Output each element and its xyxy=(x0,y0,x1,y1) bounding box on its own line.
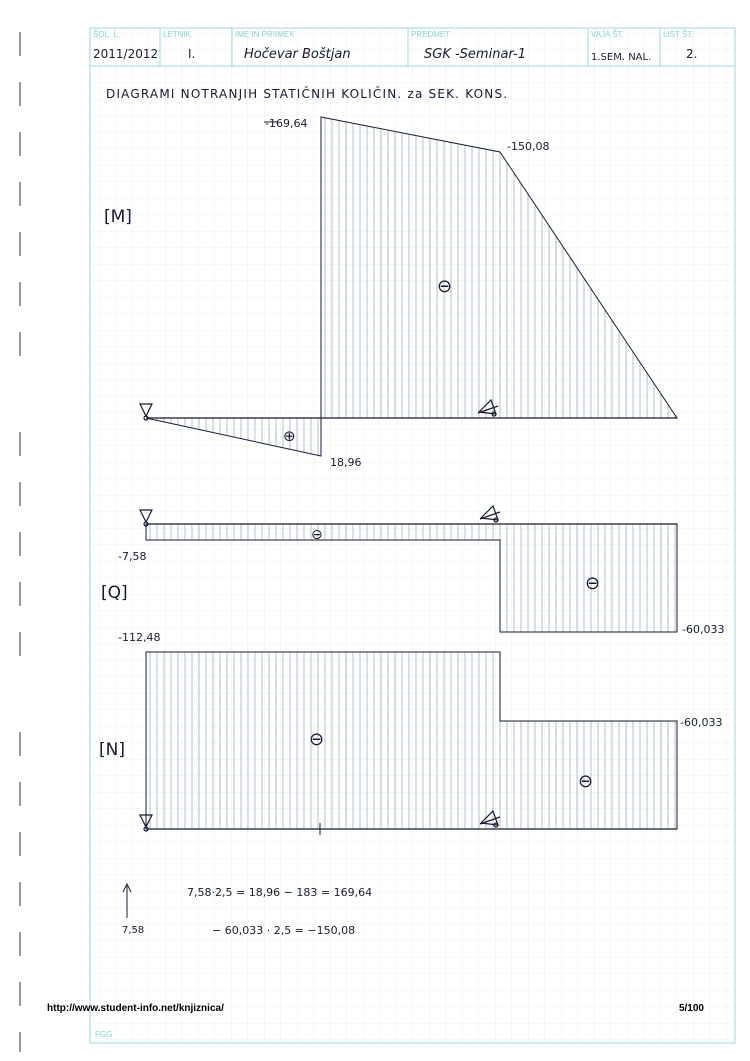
shear-label: [Q] xyxy=(101,583,128,603)
calc-line-1: 7,58·2,5 = 18,96 − 183 = 169,64 xyxy=(187,886,373,899)
header-value-name: Hočevar Boštjan xyxy=(244,47,351,62)
normal-value-left: -112,48 xyxy=(118,631,161,644)
shear-value-right: -60,033 xyxy=(682,623,725,636)
header-label-exercise: VAJA ŠT. xyxy=(591,30,624,39)
moment-value-positive: 18,96 xyxy=(330,456,362,469)
page-title: DIAGRAMI NOTRANJIH STATIČNIH KOLIČIN. za SEK. KONS. xyxy=(106,87,509,101)
calc-arrow-value: 7,58 xyxy=(122,925,145,936)
header-label-year: ŠOL. L. xyxy=(93,30,121,39)
moment-value-max: -169,64 xyxy=(265,117,308,130)
header-value-subject: SGK -Seminar-1 xyxy=(424,47,527,62)
shear-value-left: -7,58 xyxy=(118,550,147,563)
header-label-name: IME IN PRIIMEK xyxy=(235,30,295,39)
moment-value-mid: -150,08 xyxy=(507,140,550,153)
header-label-sheet: LIST ŠT. xyxy=(663,30,694,39)
footer-url[interactable]: http://www.student-info.net/knjiznica/ xyxy=(47,1003,224,1014)
header-label-grade: LETNIK xyxy=(163,30,192,39)
header-label-subject: PREDMET xyxy=(411,30,451,39)
normal-value-right: -60,033 xyxy=(680,716,723,729)
moment-sign-negative: ⊖ xyxy=(437,276,453,297)
moment-label: [M] xyxy=(104,207,132,227)
header-value-grade: I. xyxy=(188,47,196,61)
normal-sign-right: ⊖ xyxy=(578,771,594,792)
normal-sign-left: ⊖ xyxy=(309,729,325,750)
moment-sign-positive: ⊕ xyxy=(283,427,296,445)
shear-sign-left: ⊖ xyxy=(311,527,323,543)
footer-mark: FGG xyxy=(95,1030,113,1039)
normal-label: [N] xyxy=(99,740,125,760)
page-number: 5/100 xyxy=(678,1003,704,1014)
header-value-sheet: 2. xyxy=(686,47,698,61)
shear-sign-right: ⊖ xyxy=(585,573,601,594)
calc-line-2: − 60,033 · 2,5 = −150,08 xyxy=(212,924,356,937)
header-value-exercise: 1.SEM. NAL. xyxy=(591,52,652,63)
header-value-year: 2011/2012 xyxy=(93,47,159,61)
